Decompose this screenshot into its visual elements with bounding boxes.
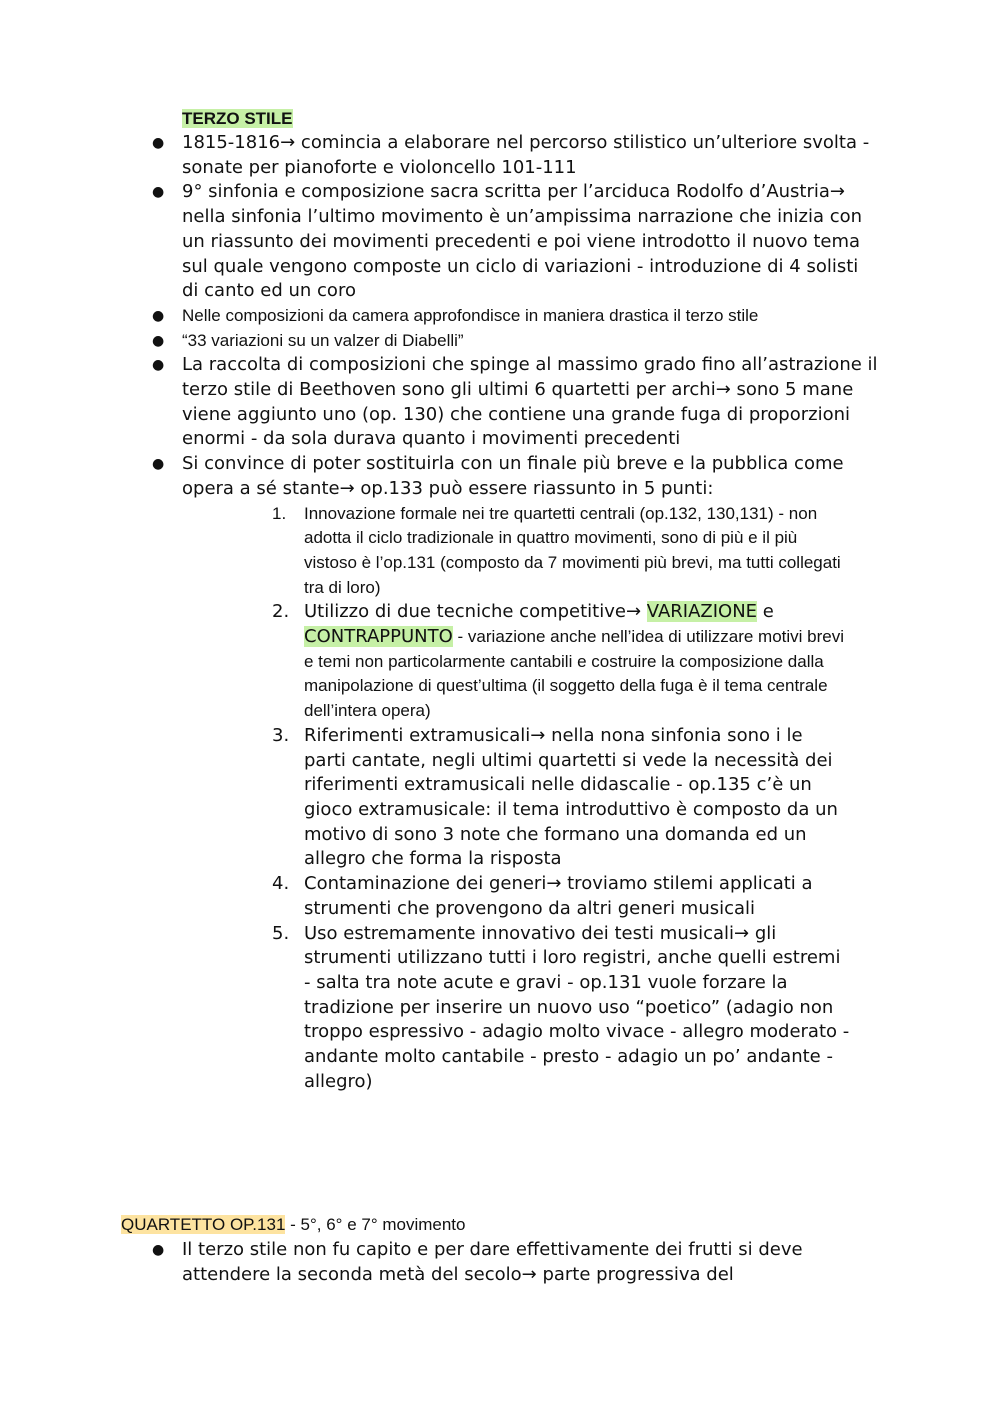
numbered-item: 4. Contaminazione dei generi→ troviamo stilemi applicati a strumenti che provengono da altri generi musicali (272, 873, 813, 919)
heading-highlight: QUARTETTO OP.131 (121, 1215, 286, 1234)
highlight-variazione: VARIAZIONE (646, 601, 758, 623)
numbered-item: 5. Uso estremamente innovativo dei testi musicali→ gli strumenti utilizzano tutti i loro registri, anche quelli estremi - salta tra note acute e gravi - op.131 vuole forzare la tradizione per inserire un nuovo uso “poetico” (adagio non troppo espressivo - adagio molto vivace - allegro moderato - andante molto cantabile - presto - adagio un po’ andante - allegro) (272, 922, 850, 1092)
list-item: ● 1815-1816→ comincia a elaborare nel percorso stilistico un’ulteriore svolta - sonate per pianoforte e violoncello 101-111 (152, 132, 870, 178)
list-item: ● “33 variazioni su un valzer di Diabelli” (152, 330, 464, 350)
list-item: ● Il terzo stile non fu capito e per dare effettivamente dei frutti si deve attendere la seconda metà del secolo→ parte progressiva del (152, 1239, 803, 1285)
list-item: ● Si convince di poter sostituirla con un finale più breve e la pubblica come opera a sé stante→ op.133 può essere riassunto in 5 punti: 1. Innovazione formale nei tre quartetti centrali (op.132, 130,131) - non adotta il ciclo tradizionale in quattro movimenti, sono di più e il più vistoso è l’op.131 (composto da 7 movimenti più brevi, ma tutti collegati tra di loro) 2. Utilizzo di due tecniche competitive→ VARIAZIONE e CONTRAPPUNTO - variazione anche nell’idea di utilizzare motivi brevi e temi non particolarmente cantabili e costruire la composizione dalla manipolazione di quest’ultima (il soggetto della fuga è il tema centrale dell’intera opera) 3. Riferimenti extramusicali→ nella nona sinfonia sono i le parti cantate, negli ultimi quartetti si vede la necessità dei riferimenti extramusicali nelle didascalie - op.135 c’è un gioco extramusicale: il tema introduttivo è composto da un motivo di sono 3 note che formano una domanda ed un allegro che forma la risposta 4. Contaminazione dei generi→ troviamo stilemi applicati a strumenti che provengono da altri generi musicali 5. Uso estremamente innovativo dei testi musicali→ gli strumenti utilizzano tutti i loro registri, anche quelli estremi - salta tra note acute e gravi - op.131 vuole forzare la tradizione per inserire un nuovo uso “poetico” (adagio non troppo espressivo - adagio molto vivace - allegro moderato - andante molto cantabile - presto - adagio un po’ andante - allegro) (150, 452, 880, 1094)
numbered-item: 3. Riferimenti extramusicali→ nella nona sinfonia sono i le parti cantate, negli ultimi quartetti si vede la necessità dei riferimenti extramusicali nelle didascalie - op.135 c’è un gioco extramusicale: il tema introduttivo è composto da un motivo di sono 3 note che formano una domanda ed un allegro che forma la risposta (272, 724, 838, 870)
quartetto-bullets (150, 1238, 880, 1287)
section-heading-terzo-stile (182, 108, 293, 130)
heading-highlight: TERZO STILE (182, 109, 293, 128)
numbered-item: 1. Innovazione formale nei tre quartetti centrali (op.132, 130,131) - non adotta il ciclo tradizionale in quattro movimenti, sono di più e il più vistoso è l’op.131 (composto da 7 movimenti più brevi, ma tutti collegati tra di loro) (272, 503, 841, 597)
terzo-stile-bullets (150, 131, 880, 1094)
section-heading-quartetto: QUARTETTO OP.131 - 5°, 6° e 7° movimento (121, 1215, 466, 1234)
five-points-list (272, 502, 850, 1095)
numbered-item: 2. Utilizzo di due tecniche competitive→ VARIAZIONE e CONTRAPPUNTO - variazione anche nell’idea di utilizzare motivi brevi e temi non particolarmente cantabili e costruire la composizione dalla manipolazione di quest’ultima (il soggetto della fuga è il tema centrale dell’intera opera) (272, 601, 844, 721)
highlight-contrappunto: CONTRAPPUNTO (304, 626, 453, 648)
list-item: ● 9° sinfonia e composizione sacra scritta per l’arciduca Rodolfo d’Austria→ nella sinfonia l’ultimo movimento è un’ampissima narrazione che inizia con un riassunto dei movimenti precedenti e poi viene introdotto il nuovo tema sul quale vengono composte un ciclo di variazioni - introduzione di 4 solisti di canto ed un coro (152, 181, 863, 302)
list-item: ● Nelle composizioni da camera approfondisce in maniera drastica il terzo stile (152, 305, 759, 325)
list-item: ● La raccolta di composizioni che spinge al massimo grado fino all’astrazione il terzo stile di Beethoven sono gli ultimi 6 quartetti per archi→ sono 5 mane viene aggiunto uno (op. 130) che contiene una grande fuga di proporzioni enormi - da sola durava quanto i movimenti precedenti (152, 354, 878, 450)
